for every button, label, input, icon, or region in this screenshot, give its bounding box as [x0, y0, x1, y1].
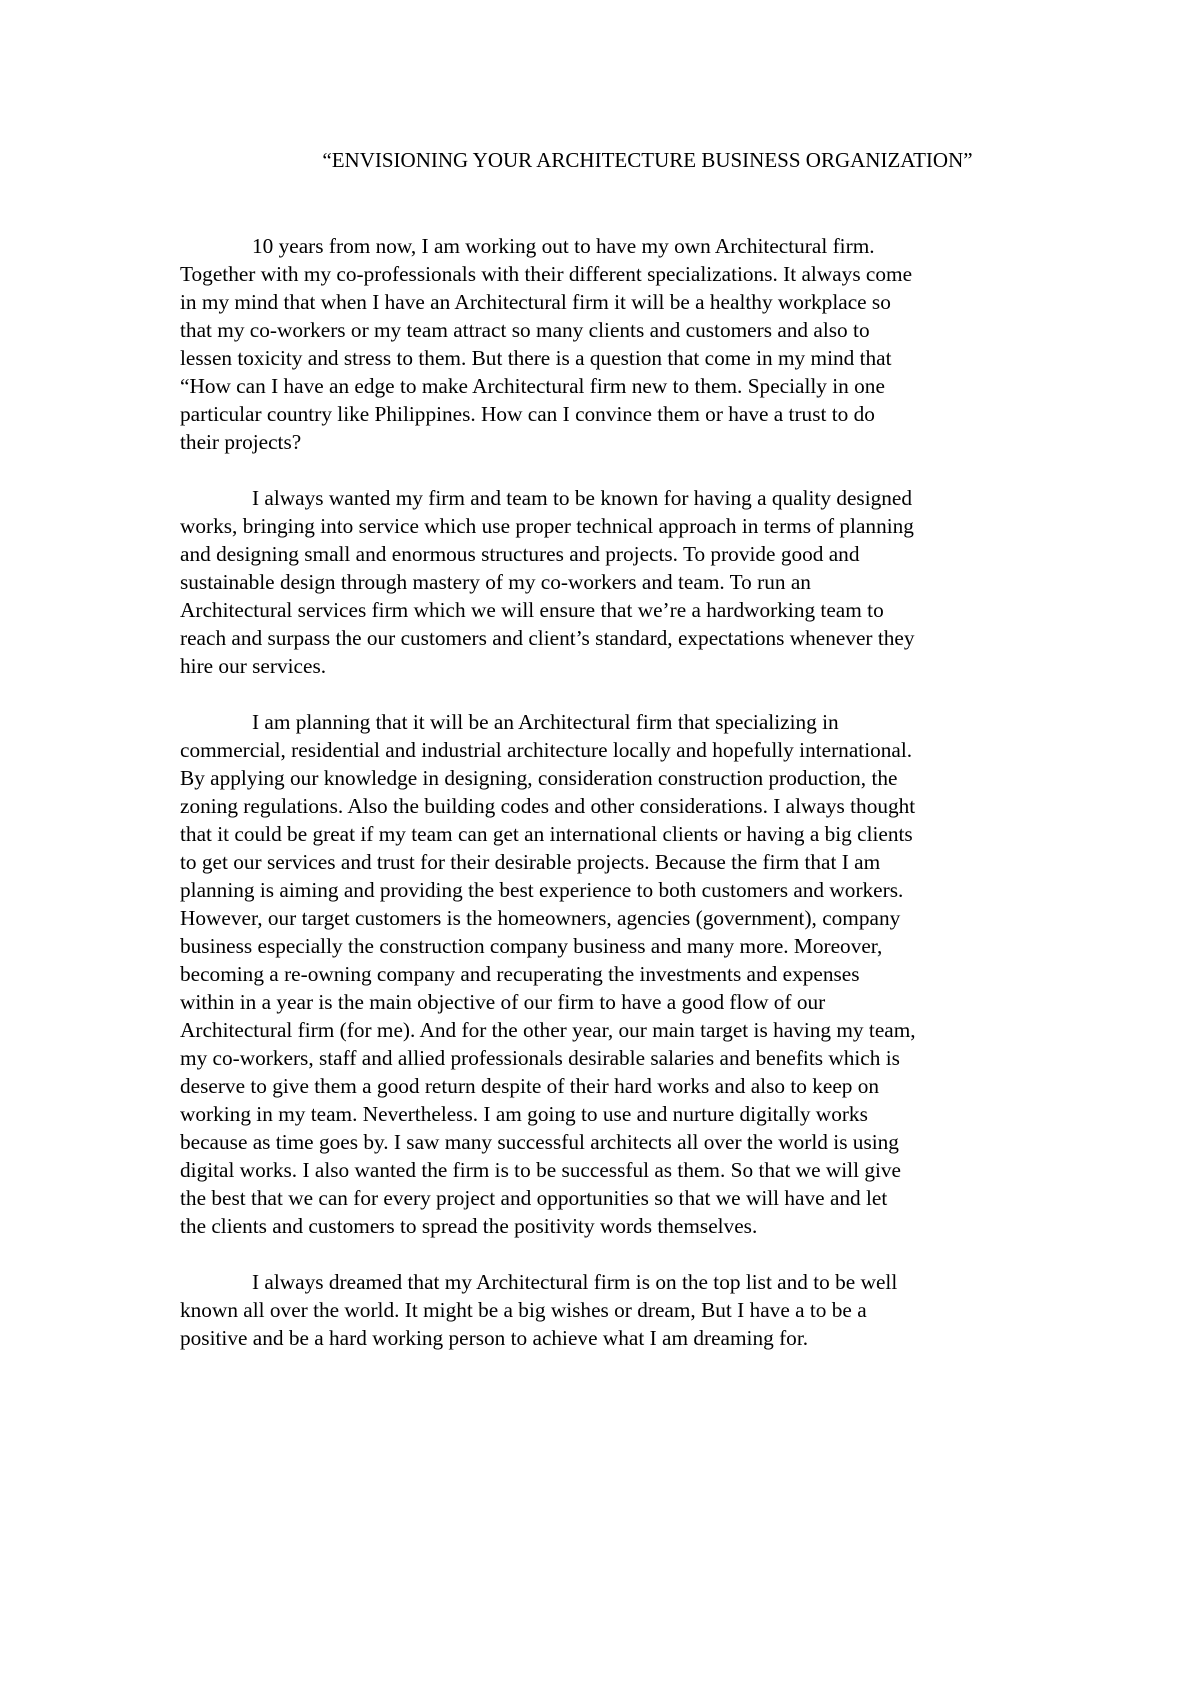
text-line: and designing small and enormous structures and projects. To provide good and — [180, 542, 860, 566]
text-line: because as time goes by. I saw many successful architects all over the world is using — [180, 1130, 899, 1154]
paragraph-1 — [180, 232, 1030, 456]
text-line: commercial, residential and industrial architecture locally and hopefully international. — [180, 738, 913, 762]
text-line: Architectural services firm which we will ensure that we’re a hardworking team to — [180, 598, 884, 622]
text-line: lessen toxicity and stress to them. But there is a question that come in my mind that — [180, 346, 892, 370]
text-line: Together with my co-professionals with their different specializations. It always come — [180, 262, 913, 286]
text-line: their projects? — [180, 430, 302, 454]
document-title: “ENVISIONING YOUR ARCHITECTURE BUSINESS ORGANIZATION” — [322, 148, 973, 172]
text-line: that it could be great if my team can get an international clients or having a big clients — [180, 822, 913, 846]
text-line: positive and be a hard working person to achieve what I am dreaming for. — [180, 1326, 809, 1350]
text-line: the best that we can for every project and opportunities so that we will have and let — [180, 1186, 888, 1210]
text-line: planning is aiming and providing the best experience to both customers and workers. — [180, 878, 904, 902]
text-line: my co-workers, staff and allied professionals desirable salaries and benefits which is — [180, 1046, 900, 1070]
text-line: 10 years from now, I am working out to have my own Architectural firm. — [252, 234, 875, 258]
text-line: known all over the world. It might be a big wishes or dream, But I have a to be a — [180, 1298, 867, 1322]
text-line: However, our target customers is the homeowners, agencies (government), company — [180, 906, 901, 930]
text-line: business especially the construction company business and many more. Moreover, — [180, 934, 883, 958]
text-line: “How can I have an edge to make Architectural firm new to them. Specially in one — [180, 374, 885, 398]
text-line: sustainable design through mastery of my co-workers and team. To run an — [180, 570, 811, 594]
text-line: deserve to give them a good return despite of their hard works and also to keep on — [180, 1074, 880, 1098]
text-line: to get our services and trust for their desirable projects. Because the firm that I am — [180, 850, 881, 874]
text-line: I always dreamed that my Architectural firm is on the top list and to be well — [252, 1270, 898, 1294]
text-line: that my co-workers or my team attract so many clients and customers and also to — [180, 318, 870, 342]
text-line: particular country like Philippines. How can I convince them or have a trust to do — [180, 402, 875, 426]
text-line: Architectural firm (for me). And for the other year, our main target is having my team, — [180, 1018, 916, 1042]
text-line: zoning regulations. Also the building codes and other considerations. I always thought — [180, 794, 916, 818]
paragraph-4 — [180, 1268, 1030, 1352]
text-line: hire our services. — [180, 654, 327, 678]
text-line: the clients and customers to spread the positivity words themselves. — [180, 1214, 758, 1238]
text-line: I am planning that it will be an Architectural firm that specializing in — [252, 710, 839, 734]
text-line: working in my team. Nevertheless. I am going to use and nurture digitally works — [180, 1102, 868, 1126]
text-line: reach and surpass the our customers and client’s standard, expectations whenever they — [180, 626, 915, 650]
text-line: in my mind that when I have an Architectural firm it will be a healthy workplace so — [180, 290, 891, 314]
text-line: digital works. I also wanted the firm is to be successful as them. So that we will give — [180, 1158, 901, 1182]
text-line: becoming a re-owning company and recuperating the investments and expenses — [180, 962, 860, 986]
text-line: By applying our knowledge in designing, consideration construction production, the — [180, 766, 898, 790]
paragraph-2 — [180, 484, 1030, 680]
document-body — [180, 232, 1030, 1380]
text-line: works, bringing into service which use proper technical approach in terms of planning — [180, 514, 914, 538]
text-line: I always wanted my firm and team to be known for having a quality designed — [252, 486, 913, 510]
text-line: within in a year is the main objective of our firm to have a good flow of our — [180, 990, 826, 1014]
paragraph-3 — [180, 708, 1030, 1240]
